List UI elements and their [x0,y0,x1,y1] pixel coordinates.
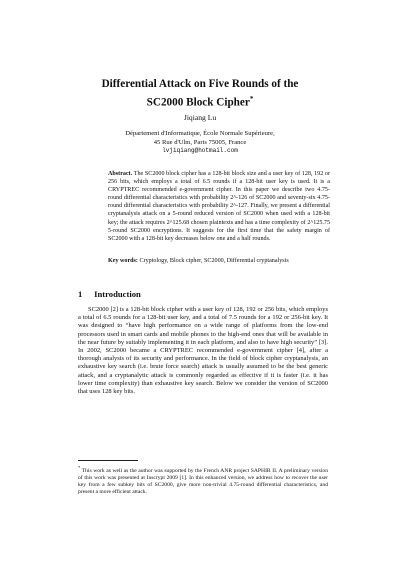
title-line-1: Differential Attack on Five Rounds of the [101,78,299,90]
keywords-text: Cryptology, Block cipher, SC2000, Differential cryptanalysis [139,258,289,264]
affiliation [60,130,340,156]
intro-paragraph: SC2000 [2] is a 128-bit block cipher with a user key of 128, 192 or 256 bits, which employs a total of 6.5 rounds for a 128-bit user key, and a total of 7.5 rounds for a 192 or 256-bit key. It was designed to “have high performance on a wide range of platforms from the low-end processors used in smart cards and mobile phones to the high-end ones that will be available in the near future by suitably implementing it in each platform, and also to have high security” [3]. In 2002, SC2000 became a CRYPTREC recommended e-government cipher [4], after a thorough analysis of its security and performance. In the field of block cipher cryptanalysis, an exhaustive key search (i.e. brute force search) attack is usually assumed to be the best generic attack, and a cryptanalytic attack is commonly regarded as effective if it is faster (i.e. it has lower time complexity) than exhaustive key search. Below we consider the version of SC2000 that uses 128 key bits. [78,306,328,396]
affiliation-line-2: 45 Rue d'Ulm, Paris 75005, France [153,138,247,146]
author-name: Jiqiang Lu [183,113,217,122]
footnote-mark: * [78,465,81,470]
abstract-label: Abstract. [108,171,133,177]
title-line-2 [60,92,340,111]
section-heading [78,289,328,299]
abstract [108,170,330,243]
introduction-body [78,306,328,396]
title-footnote-mark: * [249,95,254,103]
keywords-label: Key words: [108,258,138,264]
keywords [108,257,330,265]
section-number: 1 [78,289,83,299]
author-email: lvjiqiang@hotmail.com [162,147,238,155]
paper-title [60,77,340,111]
footnote [78,464,328,497]
footnote-text: This work as well as the author was supported by the French ANR project SAPHIR II. A preliminary version of this work was presented at Inscrypt 2009 [1]. In this enhanced version, we address how to recover the user key from a few subkey bits of SC2000, give more non-trivial 4.75-round differential characteristics, and present a more efficient attack. [78,467,328,496]
footnote-rule [78,460,138,461]
section-title: Introduction [94,289,141,299]
abstract-text: The SC2000 block cipher has a 128-bit block size and a user key of 128, 192 or 256 bits, which employs a total of 6.5 rounds if a 128-bit user key is used. It is a CRYPTREC recommended e-government cipher. In this paper we describe two 4.75-round differential characteristics with probability 2^-126 of SC2000 and seventy-six 4.75-round differential characteristics with probability 2^-127. Finally, we present a differential cryptanalysis attack on a 5-round reduced version of SC2000 when used with a 128-bit key; the attack requires 2^125.68 chosen plaintexts and has a time complexity of 2^125.75 5-round SC2000 encryptions. It suggests for the first time that the safety margin of SC2000 with a 128-bit key decreases below one and a half rounds. [108,171,330,242]
title-line-2-text: SC2000 Block Cipher [146,96,250,109]
affiliation-line-1: Département d'Informatique, École Normale Supérieure, [125,130,275,137]
